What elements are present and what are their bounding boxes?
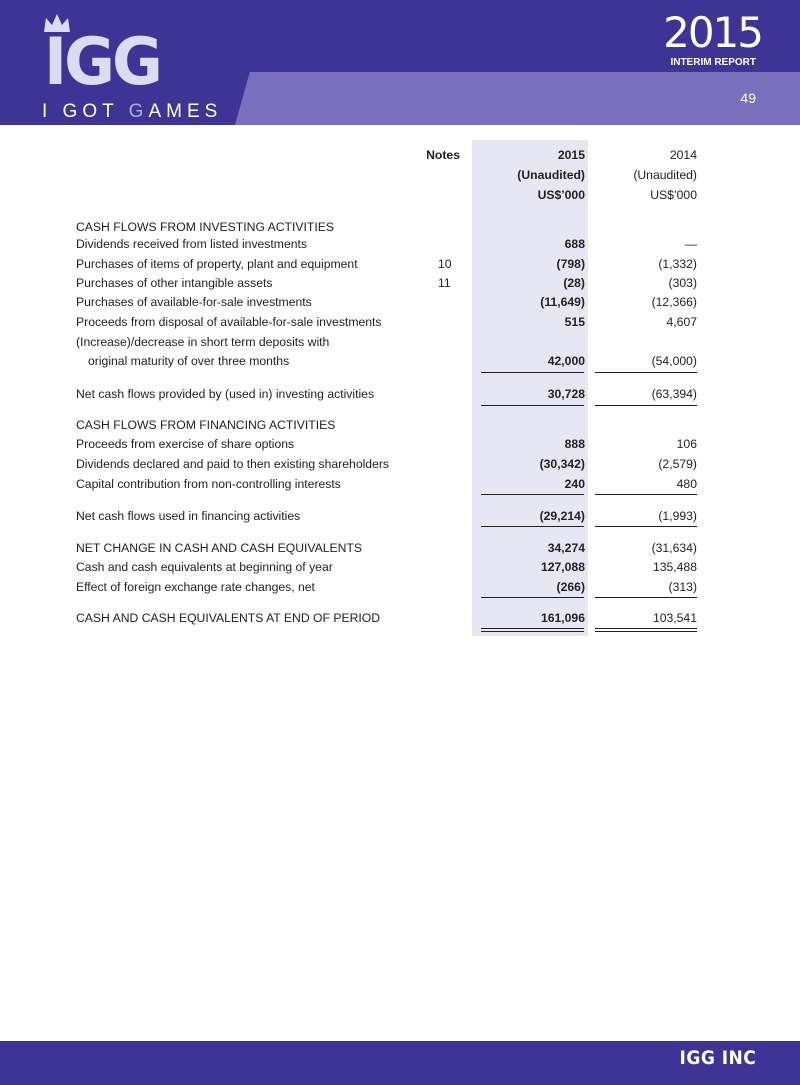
row-value-2015: (266) [556,580,585,594]
financing-heading: CASH FLOWS FROM FINANCING ACTIVITIES [76,418,336,432]
table-row [0,435,800,453]
table-row [0,255,800,273]
row-label: Proceeds from exercise of share options [76,437,295,451]
row-value-2014: (313) [668,580,697,594]
row-label: Purchases of other intangible assets [76,276,273,290]
row-label: Proceeds from disposal of available-for-sale investments [76,315,382,329]
table-row [0,352,800,370]
row-label: (Increase)/decrease in short term deposits with [76,335,330,349]
subtotal-rule [595,494,697,495]
col-2015-year: 2015 [557,148,585,162]
row-value-2015: (28) [563,276,585,290]
row-value-2015: (11,649) [540,295,585,309]
company-name: IGG INC [679,1047,756,1069]
row-label: original maturity of over three months [88,354,290,368]
row-value-2015: 34,274 [547,541,585,555]
table-row [0,455,800,473]
row-value-2014: (31,634) [651,541,697,555]
row-value-2014: 135,488 [652,560,697,574]
col-2015-status: (Unaudited) [517,168,585,182]
subtotal-rule [481,597,584,598]
row-value-2015: 688 [564,237,585,251]
section-heading [0,416,800,434]
table-row [0,293,800,311]
row-value-2014: (1,993) [658,509,697,523]
table-row [0,558,800,576]
row-label: Net cash flows provided by (used in) investing activities [76,387,375,401]
row-value-2014: (54,000) [651,354,697,368]
row-label: Cash and cash equivalents at beginning of year [76,560,333,574]
row-value-2014: 4,607 [666,315,697,329]
table-row [0,235,800,253]
subtotal-rule [595,526,697,527]
row-label: NET CHANGE IN CASH AND CASH EQUIVALENTS [76,541,363,555]
row-label: Capital contribution from non-controlling interests [76,477,341,491]
row-note: 10 [438,257,452,271]
grand-total-row [0,609,800,627]
table-header-row [0,166,800,184]
row-value-2014: 480 [676,477,697,491]
table-row [0,313,800,331]
row-value-2014: (303) [668,276,697,290]
subtotal-rule [481,526,584,527]
row-value-2015: 30,728 [547,387,585,401]
row-value-2014: (2,579) [658,457,697,471]
col-2014-unit: US$’000 [650,188,697,202]
row-value-2015: (29,214) [539,509,585,523]
table-header-row [0,146,800,164]
page-number: 49 [740,90,756,106]
subtotal-row [0,385,800,403]
subtotal-rule [595,372,697,373]
row-value-2014: 106 [676,437,697,451]
row-value-2014: — [684,237,697,251]
table-row [0,274,800,292]
row-value-2014: 103,541 [652,611,697,625]
table-header-row [0,186,800,204]
double-rule-top [595,628,697,629]
logo-letters: IGG [44,23,160,100]
row-value-2015: 42,000 [547,354,585,368]
table-row [0,539,800,557]
row-value-2015: (30,342) [539,457,585,471]
notes-header: Notes [426,148,460,162]
double-rule-top [481,628,584,629]
row-value-2015: (798) [556,257,585,271]
table-row [0,333,800,351]
double-rule-bottom [595,631,697,632]
table-row [0,475,800,493]
row-label: CASH AND CASH EQUIVALENTS AT END OF PERIOD [76,611,381,625]
row-value-2015: 515 [564,315,585,329]
row-value-2015: 161,096 [540,611,585,625]
row-label: Net cash flows used in financing activities [76,509,301,523]
subtotal-rule [481,405,584,406]
row-value-2015: 240 [564,477,585,491]
row-value-2015: 127,088 [540,560,585,574]
subtotal-rule [481,372,584,373]
page-header [0,0,800,125]
row-label: Dividends received from listed investments [76,237,307,251]
row-note: 11 [438,276,451,290]
double-rule-bottom [481,631,584,632]
row-label: Dividends declared and paid to then existing shareholders [76,457,390,471]
table-row [0,578,800,596]
row-label: Purchases of available-for-sale investments [76,295,312,309]
row-value-2015: 888 [564,437,585,451]
col-2014-year: 2014 [669,148,697,162]
subtotal-row [0,507,800,525]
subtotal-rule [595,597,697,598]
igg-logo [42,12,242,122]
row-value-2014: (1,332) [658,257,697,271]
investing-heading: CASH FLOWS FROM INVESTING ACTIVITIES [76,220,334,234]
report-year: 2015 [663,8,762,57]
row-value-2014: (63,394) [651,387,697,401]
report-label: INTERIM REPORT [670,57,756,68]
row-label: Purchases of items of property, plant and equipment [76,257,358,271]
page-footer [0,1041,800,1085]
logo-tagline: I GOT GAMES [42,101,223,122]
col-2015-unit: US$’000 [537,188,585,202]
row-value-2014: (12,366) [651,295,697,309]
col-2014-status: (Unaudited) [633,168,697,182]
subtotal-rule [481,494,584,495]
row-label: Effect of foreign exchange rate changes, net [76,580,315,594]
section-heading [0,218,800,236]
subtotal-rule [595,405,697,406]
